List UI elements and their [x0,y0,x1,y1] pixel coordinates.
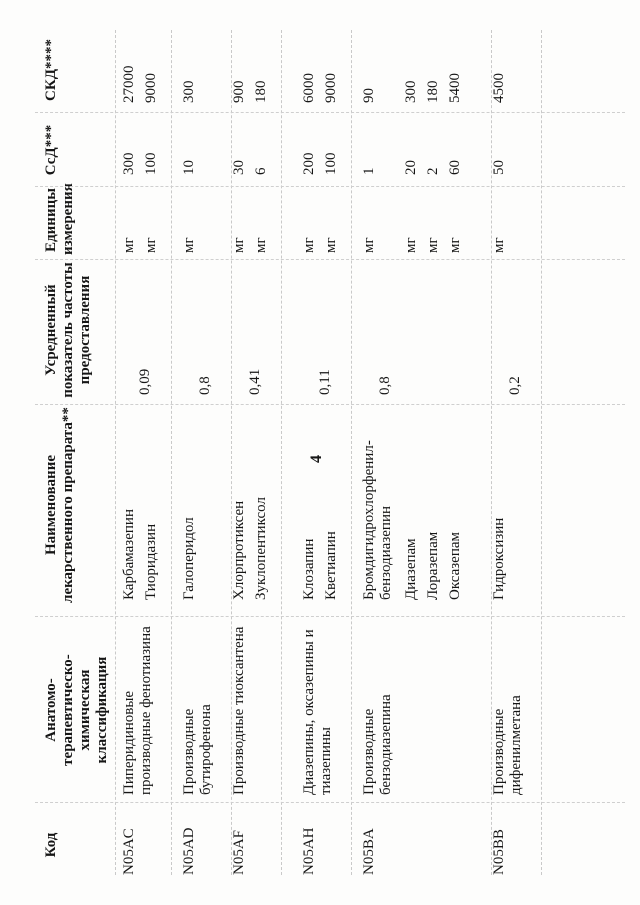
row-ssd: 50 [491,160,507,175]
row-ssd: 2 [425,167,441,175]
row-drug-name: Лоразепам [425,531,441,600]
row-unit: мг [231,237,247,253]
row-atc: Производные бензодиазепина [361,694,394,795]
column-guide [35,186,625,187]
row-unit: мг [425,237,441,253]
row-skd: 27000 [121,65,137,103]
column-guide [35,616,625,617]
row-freq: 0,8 [197,376,213,395]
header-freq: Усредненный показатель частоты предоставления [43,262,93,398]
header-separator [115,30,116,875]
row-skd: 90 [361,88,377,103]
row-drug-name: Зуклопентиксол [253,497,269,600]
row-drug-name: Кветиапин [323,531,339,600]
row-code: N05AF [231,829,247,875]
row-ssd: 200 [301,152,317,175]
header-atc: Анатомо-терапевтическо-химическая классификация [43,654,110,766]
row-atc: Производные тиоксантена [231,626,247,795]
column-guide [35,404,625,405]
row-ssd: 20 [403,160,419,175]
row-unit: мг [181,237,197,253]
row-skd: 300 [403,80,419,103]
page-number: 4 [308,455,325,463]
row-atc: Производные дифенилметана [491,695,524,795]
row-drug-name: Диазепам [403,538,419,600]
row-code: N05AH [301,827,317,875]
row-skd: 300 [181,80,197,103]
row-drug-name: Оксазепам [447,531,463,600]
row-atc: Пиперидиновые производные фенотиазина [121,626,154,795]
column-guide [35,112,625,113]
row-skd: 900 [231,80,247,103]
row-skd: 5400 [447,73,463,103]
row-separator [541,30,542,875]
row-separator [281,30,282,875]
header-skd: СКД**** [43,38,59,102]
row-ssd: 100 [323,152,339,175]
row-ssd: 300 [121,152,137,175]
row-skd: 9000 [323,73,339,103]
row-freq: 0,2 [507,376,523,395]
row-unit: мг [361,237,377,253]
row-unit: мг [143,237,159,253]
row-ssd: 30 [231,160,247,175]
row-skd: 9000 [143,73,159,103]
row-unit: мг [121,237,137,253]
row-drug-name: Гидроксизин [491,517,507,600]
row-atc: Производные бутирофенона [181,704,214,795]
row-separator [171,30,172,875]
row-ssd: 60 [447,160,463,175]
row-ssd: 10 [181,160,197,175]
row-ssd: 100 [143,152,159,175]
header-unit: Единицы измерения [43,183,76,255]
header-code: Код [43,832,59,858]
column-guide [35,802,625,803]
row-drug-name: Бромдигидрохлорфенил-бензодиазепин [361,440,394,600]
row-unit: мг [301,237,317,253]
rotated-table [35,30,625,875]
row-skd: 180 [253,80,269,103]
row-code: N05AD [181,827,197,875]
row-freq: 0,41 [247,368,263,395]
row-skd: 180 [425,80,441,103]
row-freq: 0,8 [377,376,393,395]
row-drug-name: Хлорпротиксен [231,500,247,600]
header-ssd: СсД*** [43,124,59,176]
row-drug-name: Клозапин [301,538,317,600]
row-code: N05BA [361,828,377,875]
header-drug: Наименование лекарственного препарата** [43,407,76,603]
row-unit: мг [447,237,463,253]
row-skd: 6000 [301,73,317,103]
row-skd: 4500 [491,73,507,103]
row-code: N05AC [121,828,137,875]
column-guide [35,259,625,260]
row-ssd: 6 [253,167,269,175]
row-atc: Диазепины, оксазепины и тиазепины [301,629,334,795]
row-drug-name: Галоперидол [181,517,197,600]
row-unit: мг [253,237,269,253]
row-drug-name: Карбамазепин [121,509,137,600]
row-code: N05BB [491,829,507,875]
row-freq: 0,11 [317,369,333,395]
row-unit: мг [403,237,419,253]
row-drug-name: Тиоридазин [143,523,159,600]
row-separator [351,30,352,875]
row-freq: 0,09 [137,368,153,395]
row-unit: мг [323,237,339,253]
row-ssd: 1 [361,167,377,175]
row-unit: мг [491,237,507,253]
